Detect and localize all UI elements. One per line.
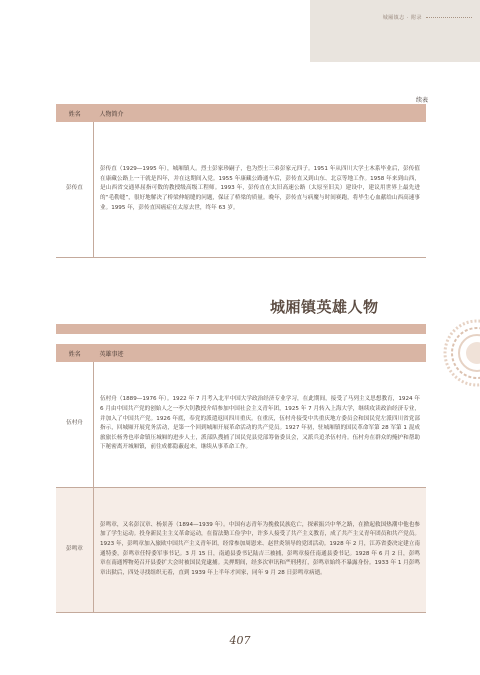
table-header-row (56, 104, 426, 122)
header-deeds: 英雄事迹 (94, 344, 427, 362)
table-row (56, 487, 426, 612)
header-name: 姓名 (56, 104, 94, 122)
table-row (56, 362, 426, 487)
header-profile: 人物简介 (94, 104, 427, 122)
person-name: 彭传直 (56, 122, 94, 257)
person-profile: 彭传直（1929—1995 年），城厢镇人。烈士彭家珍嗣子，也为烈士三弟彭家元四子。1951 年从四川大学土木系毕业后，彭传值在康藏公路上一干就是四年，并在这期间入党。1955 年康藏公路通车后，彭传直又到山东、北京等地工作。1958 年来到山西，是山西省交通界屈指可数的教授级高级工程师。1993 年，彭传直在太旧高速公路（太原至旧关）建设中，建议用世界上最先进的“毛勒缝”，很好地解决了桥梁伸缩缝的问题，保证了桥梁的质量。晚年，彭传直与病魔与时间赛跑，将毕生心血献给山西高速事业。1995 年，彭传直因癌症在太原去世，终年 63 岁。 (94, 122, 427, 257)
hero-table (56, 344, 426, 613)
header-name: 姓名 (56, 344, 94, 362)
hero-name: 伍村舟 (56, 362, 94, 487)
decorative-swirl-emblem (442, 318, 480, 388)
hero-name: 彭鸣章 (56, 487, 94, 612)
biography-table (56, 104, 426, 258)
hero-deeds: 彭鸣章，又名彭汉章、杨景善（1894—1939 年）。中国有志青年为挽救民族危亡，探索振兴中华之路，在掀起救国热潮中他也参加了学生运动。投身新民主主义革命运动，在留法勤工俭学中，许多人接受了共产主义教育，成了共产主义青年团员和共产党员。1923 年，彭鸣章加入旅欧中国共产主义青年团，经常参加周恩来、赵世炎领导的党团活动。1928 年 2 月，江苏省委决定建立南通特委，彭鸣章任特委军事书记。3 月 15 日，南通县委书记陆吉三被捕，彭鸣章接任南通县委书记。1928 年 6 月 2 日，彭鸣章在南通博物苑召开县委扩大会时被国民党逮捕。关押期间，经多次审讯和严刑拷打，彭鸣章始终不暴露身份。1933 年 1 月彭鸣章出狱后，四处寻找组织无着，直到 1939 年上半年才回家，同年 9 月 28 日彭鸣章病逝。 (94, 487, 427, 612)
section-title-bar (56, 324, 426, 334)
page-number: 407 (229, 634, 251, 647)
hero-deeds: 伍村舟（1889—1976 年）。1922 年 7 月考入北平中国大学政治经济专业学习，在此期间，接受了马列主义思想教育，1924 年 6 月由中国共产党的创始人之一李大钊教授介绍参加中国社会主义青年团，1925 年 7 月转入上海大学，继续攻读政治经济专业，并加入了中国共产党。1926 年底，奉党的派遣返回四川重庆。在重庆，伍村舟接受中共重庆地方委员会和国民党左派四川省党部指示，回城厢开展党务活动，是第一个回到城厢开展革命活动的共产党员。1927 年初，驻城厢镇的国民革命军第 28 军第 1 混成旅旅长杨秀也率命镇压城厢的进步人士，派部队搜捕了国民党县党部筹备委员会，又派兵追杀伍村舟。伍村舟在群众的掩护和帮助下秘密离开城厢镇，前往成都隐蔽起来，继续从事革命工作。 (94, 362, 427, 487)
header-dotted-rule (426, 17, 472, 20)
running-header: 城厢镇志 · 附录 (382, 15, 422, 21)
running-header-band (310, 0, 480, 62)
table-header-row (56, 344, 426, 362)
table-row (56, 122, 426, 257)
section-title: 城厢镇英雄人物 (270, 298, 379, 316)
continued-label: 续表 (415, 97, 428, 104)
